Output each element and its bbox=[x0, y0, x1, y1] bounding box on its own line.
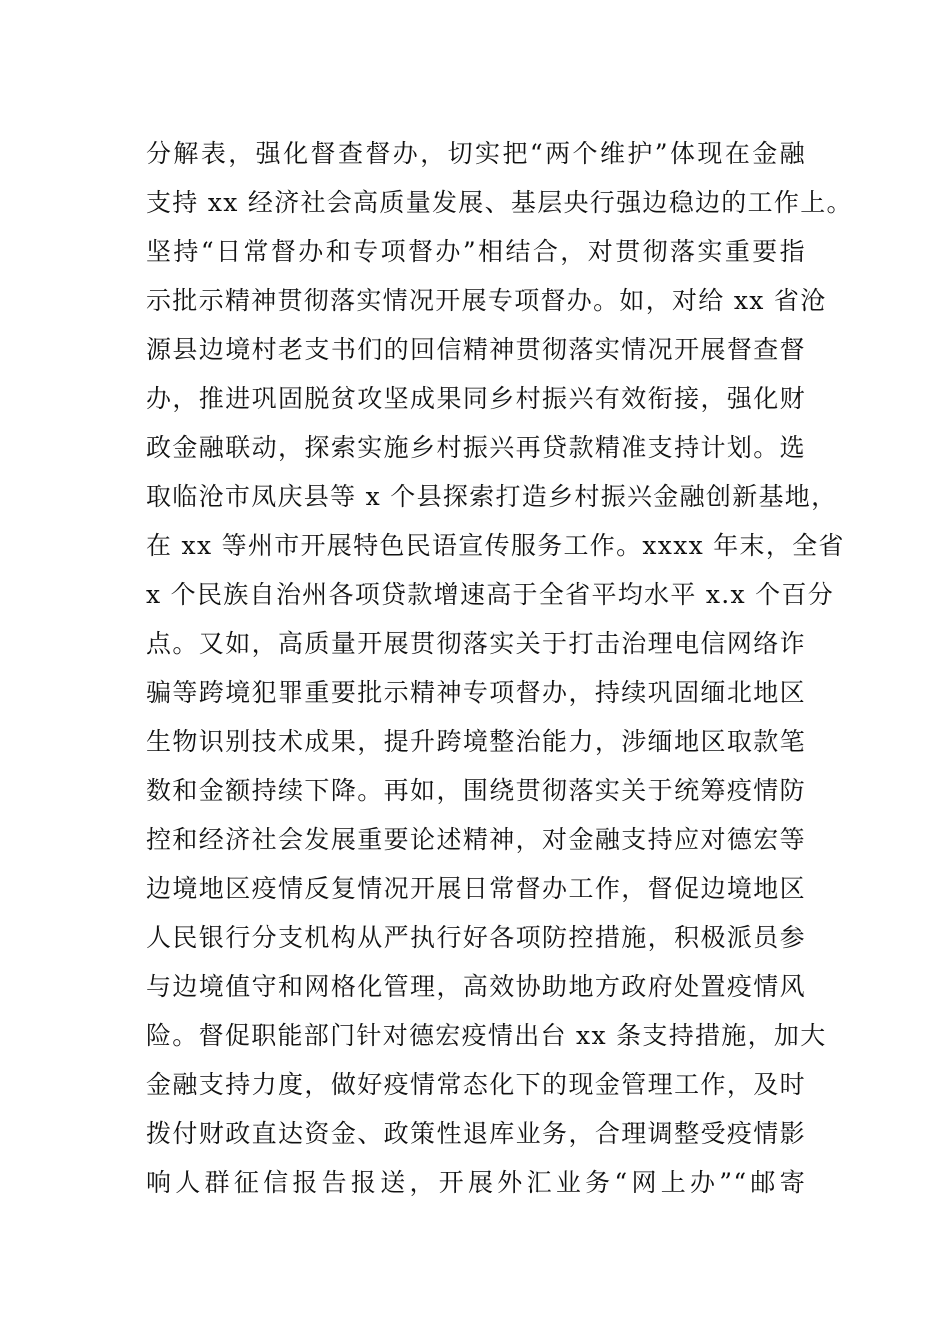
text-line: 拨付财政直达资金、政策性退库业务，合理调整受疫情影 bbox=[146, 1119, 806, 1148]
text-line: x 个民族自治州各项贷款增速高于全省平均水平 x.x 个百分 bbox=[146, 580, 835, 609]
text-line: 数和金额持续下降。再如，围绕贯彻落实关于统筹疫情防 bbox=[146, 776, 806, 805]
text-line: 与边境值守和网格化管理，高效协助地方政府处置疫情风 bbox=[146, 972, 806, 1001]
text-line: 办，推进巩固脱贫攻坚成果同乡村振兴有效衔接，强化财 bbox=[146, 384, 806, 413]
text-line: 险。督促职能部门针对德宏疫情出台 xx 条支持措施，加大 bbox=[146, 1021, 827, 1050]
text-line: 控和经济社会发展重要论述精神，对金融支持应对德宏等 bbox=[146, 825, 806, 854]
text-line: 示批示精神贯彻落实情况开展专项督办。如，对给 xx 省沧 bbox=[146, 286, 827, 315]
text-line: 响人群征信报告报送，开展外汇业务“网上办”“邮寄 bbox=[146, 1168, 806, 1197]
text-line: 在 xx 等州市开展特色民语宣传服务工作。xxxx 年末，全省 bbox=[146, 531, 845, 560]
text-line: 生物识别技术成果，提升跨境整治能力，涉缅地区取款笔 bbox=[146, 727, 806, 756]
text-line: 支持 xx 经济社会高质量发展、基层央行强边稳边的工作上。 bbox=[146, 188, 853, 217]
text-line: 点。又如，高质量开展贯彻落实关于打击治理电信网络诈 bbox=[146, 629, 806, 658]
body-paragraph bbox=[146, 132, 853, 1210]
text-line: 源县边境村老支书们的回信精神贯彻落实情况开展督查督 bbox=[146, 335, 806, 364]
text-line: 政金融联动，探索实施乡村振兴再贷款精准支持计划。选 bbox=[146, 433, 806, 462]
text-line: 分解表，强化督查督办，切实把“两个维护”体现在金融 bbox=[146, 139, 806, 168]
text-line: 坚持“日常督办和专项督办”相结合，对贯彻落实重要指 bbox=[146, 237, 806, 266]
text-line: 金融支持力度，做好疫情常态化下的现金管理工作，及时 bbox=[146, 1070, 806, 1099]
text-line: 取临沧市凤庆县等 x 个县探索打造乡村振兴金融创新基地， bbox=[146, 482, 838, 511]
text-line: 人民银行分支机构从严执行好各项防控措施，积极派员参 bbox=[146, 923, 806, 952]
text-line: 边境地区疫情反复情况开展日常督办工作，督促边境地区 bbox=[146, 874, 806, 903]
text-line: 骗等跨境犯罪重要批示精神专项督办，持续巩固缅北地区 bbox=[146, 678, 806, 707]
